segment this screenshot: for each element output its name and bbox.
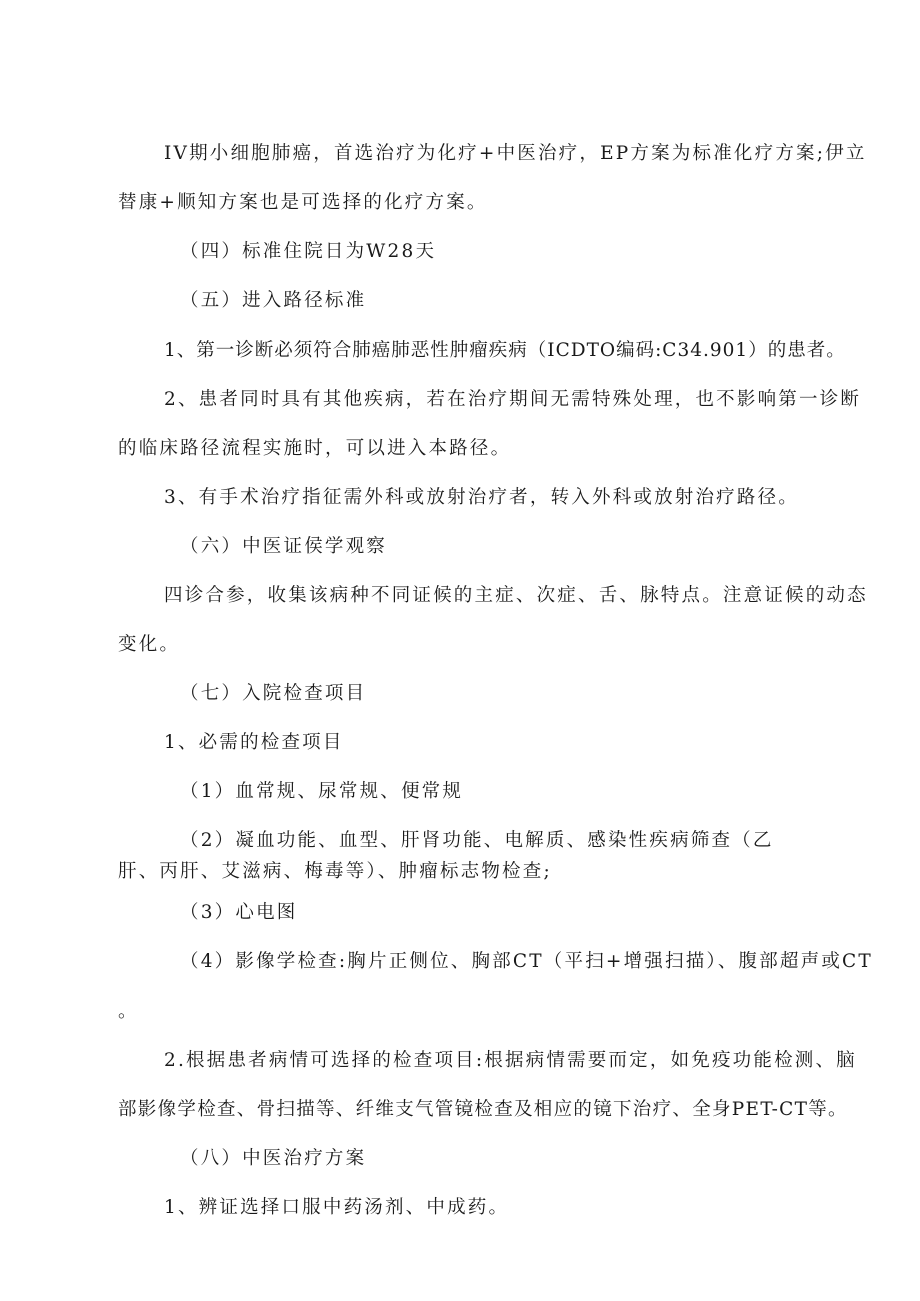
- paragraph-line: 部影像学检查、骨扫描等、纤维支气管镜检查及相应的镜下治疗、全身PET-CT等。: [118, 1098, 848, 1120]
- paragraph-line: 变化。: [118, 633, 181, 655]
- section-heading: （八）中医治疗方案: [180, 1147, 367, 1169]
- paragraph-line: 四诊合参，收集该病种不同证候的主症、次症、舌、脉特点。注意证候的动态: [164, 584, 868, 606]
- paragraph-line: 2、患者同时具有其他疾病，若在治疗期间无需特殊处理，也不影响第一诊断: [164, 388, 862, 410]
- section-heading: （四）标准住院日为W28天: [180, 240, 437, 262]
- list-item-continuation: 肝、丙肝、艾滋病、梅毒等）、肿瘤标志物检查;: [118, 860, 552, 882]
- paragraph-line: IV期小细胞肺癌，首选治疗为化疗+中医治疗，EP方案为标准化疗方案;伊立: [164, 142, 867, 164]
- section-heading: （五）进入路径标准: [180, 289, 367, 311]
- paragraph-line: 2.根据患者病情可选择的检查项目:根据病情需要而定，如免疫功能检测、脑: [164, 1049, 857, 1071]
- paragraph-line: 1、辨证选择口服中药汤剂、中成药。: [164, 1196, 510, 1218]
- list-item: （3）心电图: [180, 901, 298, 923]
- list-item: （2）凝血功能、血型、肝肾功能、电解质、感染性疾病筛查（乙: [180, 829, 774, 851]
- paragraph-line: 的临床路径流程实施时，可以进入本路径。: [118, 437, 512, 459]
- paragraph-line: 3、有手术治疗指征需外科或放射治疗者，转入外科或放射治疗路径。: [164, 486, 799, 508]
- list-item-continuation: 。: [118, 1000, 139, 1022]
- paragraph-line: 1、第一诊断必须符合肺癌肺恶性肿瘤疾病（ICDTO编码:C34.901）的患者。: [164, 339, 846, 361]
- section-heading: （七）入院检查项目: [180, 682, 367, 704]
- list-item: （4）影像学检查:胸片正侧位、胸部CT（平扫+增强扫描）、腹部超声或CT: [180, 950, 873, 972]
- paragraph-line: 替康+顺知方案也是可选择的化疗方案。: [118, 191, 488, 213]
- paragraph-line: 1、必需的检查项目: [164, 731, 344, 753]
- section-heading: （六）中医证侯学观察: [180, 535, 388, 557]
- list-item: （1）血常规、尿常规、便常规: [180, 780, 464, 802]
